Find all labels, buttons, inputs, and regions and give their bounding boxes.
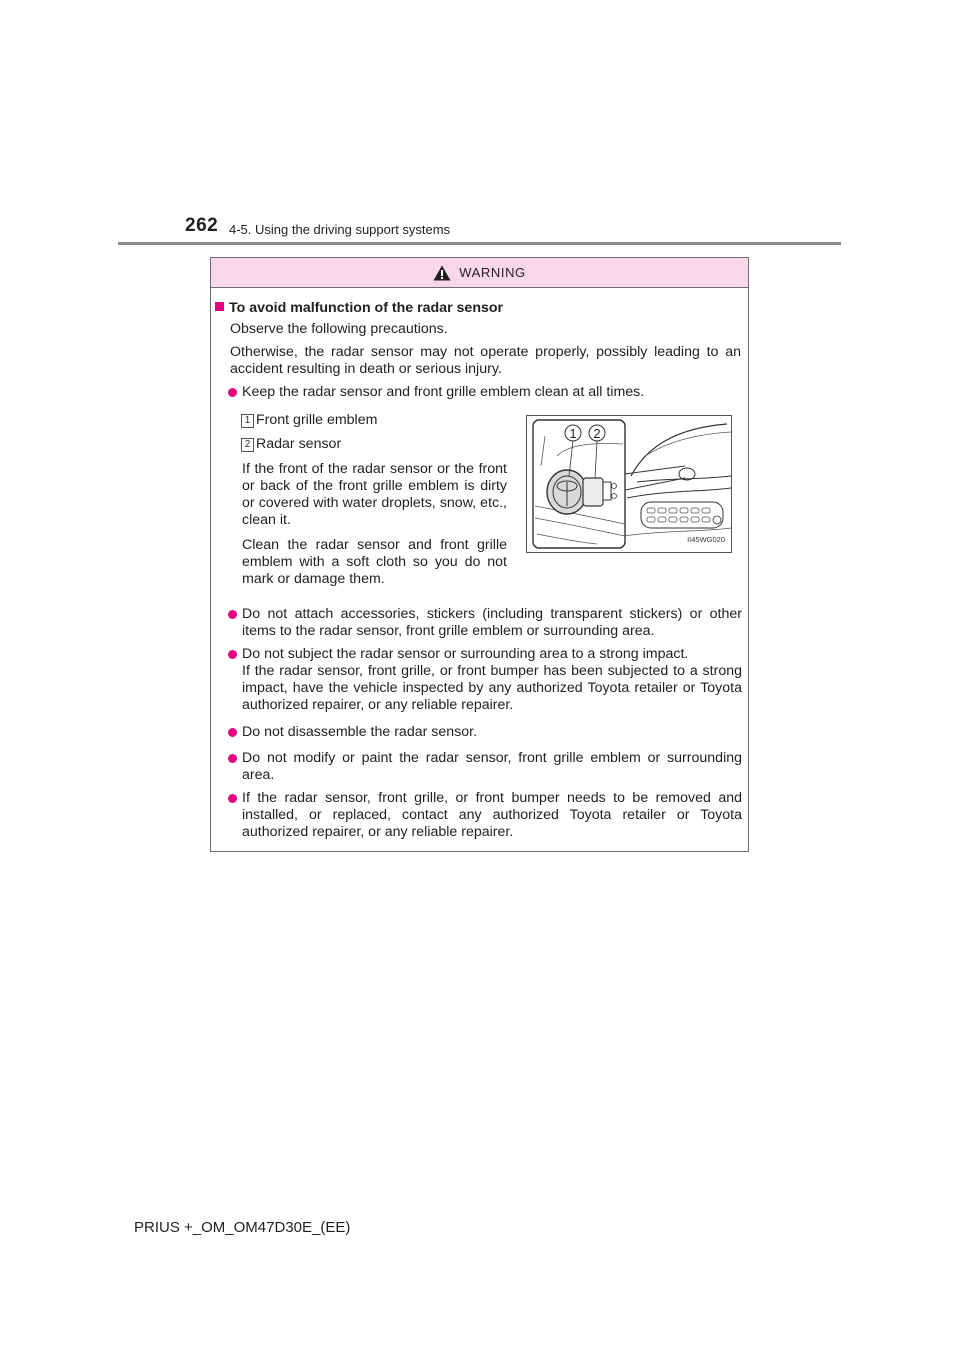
bullet-no-modify: Do not modify or paint the radar sensor, front grille emblem or surrounding area. — [242, 750, 742, 783]
bullet-no-disassemble: Do not disassemble the radar sensor. — [242, 724, 478, 740]
bullet-no-accessories: Do not attach accessories, stickers (including transparent stickers) or other items to the radar sensor, front grille emblem or surrounding area. — [242, 606, 742, 639]
bullet-no-impact-detail: If the radar sensor, front grille, or front bumper has been subjected to a strong impact, have the vehicle inspected by any authorized Toyota retailer or Toyota authorized repairer, or any reliable repairer. — [242, 663, 742, 713]
clean-instruction-1: If the front of the radar sensor or the front or back of the front grille emblem is dirty or covered with water droplets, snow, etc., clean it. — [242, 461, 507, 528]
radar-sensor-illustration — [526, 415, 732, 553]
legend-number-2: 2 — [241, 438, 254, 452]
bullet-no-impact: Do not subject the radar sensor or surrounding area to a strong impact. — [242, 646, 689, 662]
illustration-code: II45WG020 — [687, 535, 725, 544]
bullet-keep-clean: Keep the radar sensor and front grille emblem clean at all times. — [242, 384, 645, 400]
bullet-dot-icon — [228, 650, 237, 659]
bullet-dot-icon — [228, 754, 237, 763]
legend-label-front-grille-emblem: Front grille emblem — [256, 412, 378, 428]
footer-doc-id: PRIUS +_OM_OM47D30E_(EE) — [134, 1219, 351, 1236]
bullet-dot-icon — [228, 728, 237, 737]
callout-1: 1 — [569, 426, 577, 441]
section-title: 4-5. Using the driving support systems — [229, 222, 451, 237]
warning-label: WARNING — [459, 265, 526, 280]
bullet-dot-icon — [228, 610, 237, 619]
legend-label-radar-sensor: Radar sensor — [256, 436, 342, 452]
square-bullet-icon — [215, 302, 224, 311]
bullet-removal-replacement: If the radar sensor, front grille, or front bumper needs to be removed and installed, or replaced, contact any authorized Toyota retailer or Toyota authorized repairer, or any reliable repairer. — [242, 790, 742, 840]
bullet-dot-icon — [228, 388, 237, 397]
header-rule — [118, 242, 841, 245]
warning-box — [210, 257, 749, 852]
intro-text: Observe the following precautions. — [230, 321, 448, 337]
warning-header — [211, 258, 748, 288]
intro-consequence-text: Otherwise, the radar sensor may not operate properly, possibly leading to an accident resulting in death or serious injury. — [230, 344, 741, 377]
clean-instruction-2: Clean the radar sensor and front grille emblem with a soft cloth so you do not mark or damage them. — [242, 537, 507, 587]
warning-triangle-icon — [433, 265, 451, 281]
legend-number-1: 1 — [241, 414, 254, 428]
page-number: 262 — [185, 215, 219, 236]
warning-heading: To avoid malfunction of the radar sensor — [215, 300, 503, 317]
bullet-dot-icon — [228, 794, 237, 803]
callout-2: 2 — [593, 426, 601, 441]
